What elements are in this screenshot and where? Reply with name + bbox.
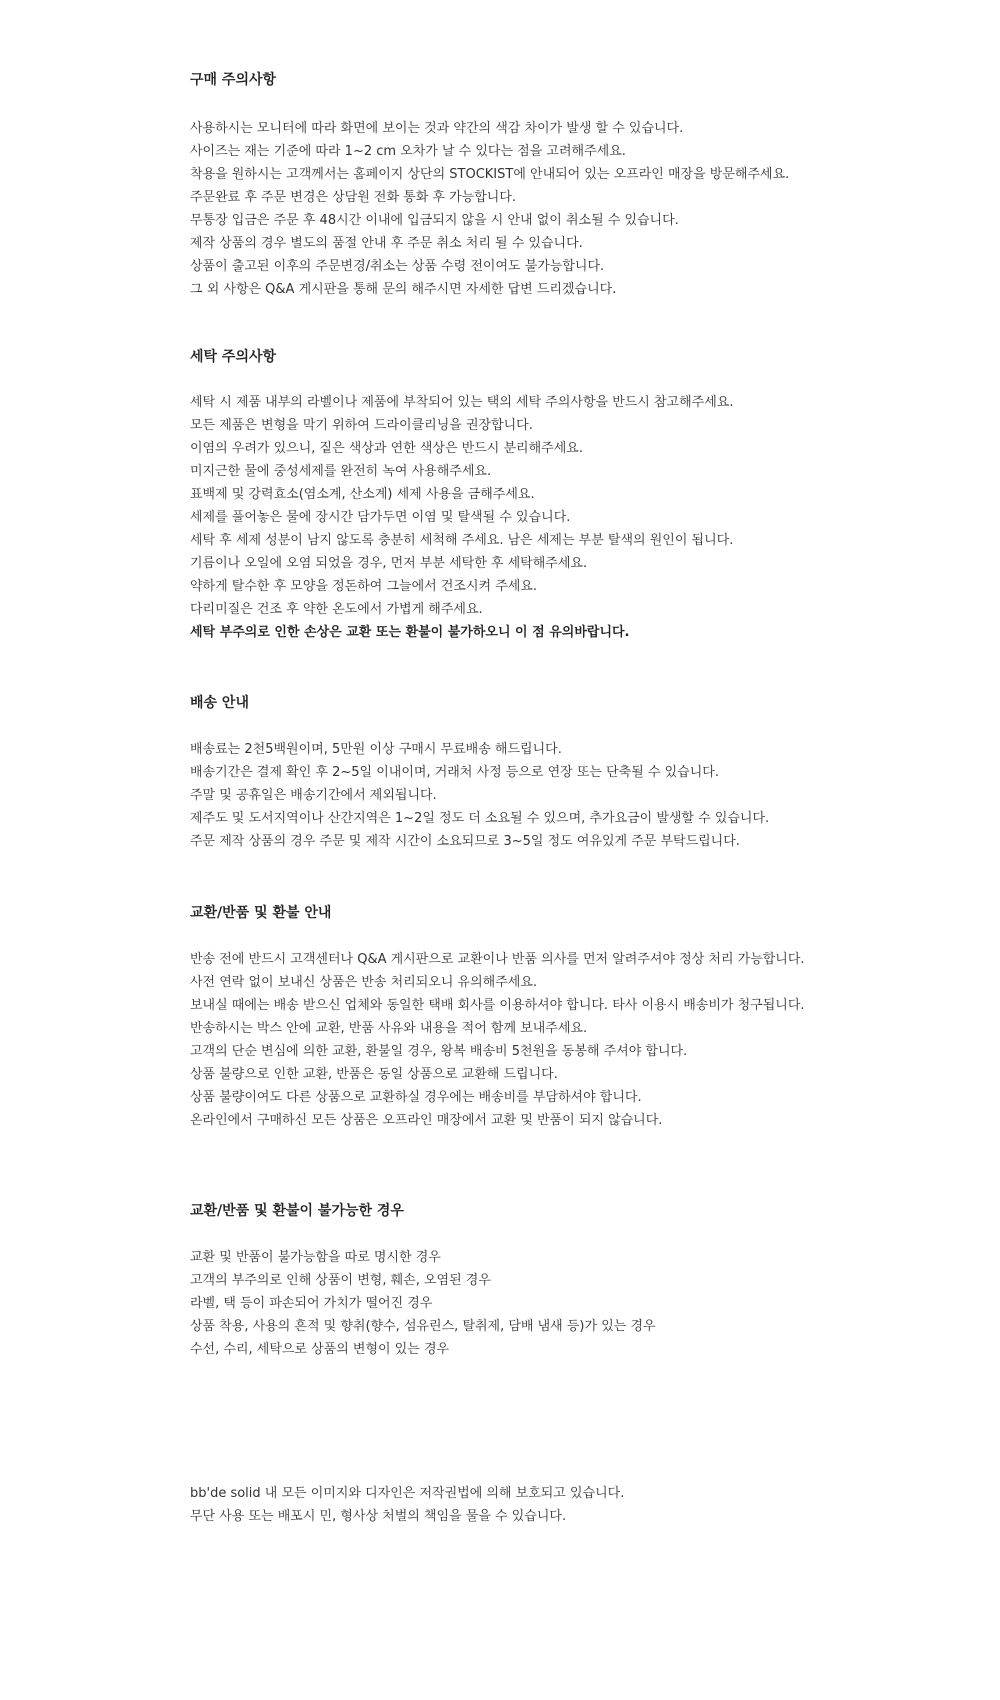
purchase-notice-section: [190, 70, 990, 297]
notice-line: 모든 제품은 변형을 막기 위하여 드라이클리닝을 권장합니다.: [190, 418, 533, 433]
notice-line: 고객의 단순 변심에 의한 교환, 환불일 경우, 왕복 배송비 5천원을 동봉해 주셔야 합니다.: [190, 1044, 688, 1059]
notice-line: 표백제 및 강력효소(염소계, 산소계) 세제 사용을 금해주세요.: [190, 487, 535, 502]
notice-line: 상품 착용, 사용의 흔적 및 향취(향수, 섬유린스, 탈취제, 담배 냄새 등)가 있는 경우: [190, 1319, 656, 1334]
notice-line: 수선, 수리, 세탁으로 상품의 변형이 있는 경우: [190, 1342, 450, 1357]
notice-line: 상품이 출고된 이후의 주문변경/취소는 상품 수령 전이여도 불가능합니다.: [190, 259, 605, 274]
notice-line: 반송 전에 반드시 고객센터나 Q&A 게시판으로 교환이나 반품 의사를 먼저 알려주셔야 정상 처리 가능합니다.: [190, 952, 805, 967]
notice-list: [190, 391, 990, 644]
notice-line: 배송기간은 결제 확인 후 2~5일 이내이며, 거래처 사정 등으로 연장 또는 단축될 수 있습니다.: [190, 765, 719, 780]
notice-line: 사용하시는 모니터에 따라 화면에 보이는 것과 약간의 색감 차이가 발생 할 수 있습니다.: [190, 121, 684, 136]
notice-line: 상품 불량이여도 다른 상품으로 교환하실 경우에는 배송비를 부담하셔야 합니다.: [190, 1090, 642, 1105]
notice-line: 교환 및 반품이 불가능함을 따로 명시한 경우: [190, 1250, 441, 1265]
notice-line: 사전 연락 없이 보내신 상품은 반송 처리되오니 유의해주세요.: [190, 975, 538, 990]
notice-line: 미지근한 물에 중성세제를 완전히 녹여 사용해주세요.: [190, 464, 492, 479]
notice-line: 상품 불량으로 인한 교환, 반품은 동일 상품으로 교환해 드립니다.: [190, 1067, 558, 1082]
notice-line: 그 외 사항은 Q&A 게시판을 통해 문의 해주시면 자세한 답변 드리겠습니다.: [190, 282, 617, 297]
non-refundable-section: [190, 1201, 990, 1357]
notice-line: 착용을 원하시는 고객께서는 홈페이지 상단의 STOCKIST에 안내되어 있는 오프라인 매장을 방문해주세요.: [190, 167, 790, 182]
washing-warning-line: 세탁 부주의로 인한 손상은 교환 또는 환불이 불가하오니 이 점 유의바랍니다.: [190, 625, 630, 640]
notice-line: 이염의 우려가 있으니, 짙은 색상과 연한 색상은 반드시 분리해주세요.: [190, 441, 583, 456]
copyright-list: [190, 1482, 990, 1528]
section-title: 세탁 주의사항: [190, 349, 277, 365]
exchange-refund-section: [190, 903, 990, 1128]
notice-line: 약하게 탈수한 후 모양을 정돈하여 그늘에서 건조시켜 주세요.: [190, 579, 538, 594]
notice-list: [190, 738, 990, 853]
notice-list: [190, 1246, 990, 1361]
notice-line: 고객의 부주의로 인해 상품이 변형, 훼손, 오염된 경우: [190, 1273, 491, 1288]
washing-notice-section: [190, 347, 990, 640]
notice-line: 기름이나 오일에 오염 되었을 경우, 먼저 부분 세탁한 후 세탁해주세요.: [190, 556, 588, 571]
notice-line: 제주도 및 도서지역이나 산간지역은 1~2일 정도 더 소요될 수 있으며, 추가요금이 발생할 수 있습니다.: [190, 811, 770, 826]
notice-line: 세제를 풀어놓은 물에 장시간 담가두면 이염 및 탈색될 수 있습니다.: [190, 510, 571, 525]
notice-line: 제작 상품의 경우 별도의 품절 안내 후 주문 취소 처리 될 수 있습니다.: [190, 236, 583, 251]
copyright-line: bb'de solid 내 모든 이미지와 디자인은 저작권법에 의해 보호되고 있습니다.: [190, 1486, 625, 1501]
notice-line: 반송하시는 박스 안에 교환, 반품 사유와 내용을 적어 함께 보내주세요.: [190, 1021, 588, 1036]
notice-line: 세탁 시 제품 내부의 라벨이나 제품에 부착되어 있는 택의 세탁 주의사항을 반드시 참고해주세요.: [190, 395, 734, 410]
notice-line: 사이즈는 재는 기준에 따라 1~2 cm 오차가 날 수 있다는 점을 고려해주세요.: [190, 144, 626, 159]
shipping-info-section: [190, 693, 990, 849]
notice-line: 다리미질은 건조 후 약한 온도에서 가볍게 해주세요.: [190, 602, 483, 617]
notice-list: [190, 948, 990, 1132]
section-title: 구매 주의사항: [190, 72, 277, 88]
notice-list: [190, 117, 990, 301]
notice-line: 주문 제작 상품의 경우 주문 및 제작 시간이 소요되므로 3~5일 정도 여유있게 주문 부탁드립니다.: [190, 834, 740, 849]
notice-line: 배송료는 2천5백원이며, 5만원 이상 구매시 무료배송 해드립니다.: [190, 742, 562, 757]
notice-line: 라벨, 택 등이 파손되어 가치가 떨어진 경우: [190, 1296, 433, 1311]
section-title: 배송 안내: [190, 695, 249, 711]
notice-line: 무통장 입금은 주문 후 48시간 이내에 입금되지 않을 시 안내 없이 취소될 수 있습니다.: [190, 213, 679, 228]
section-title: 교환/반품 및 환불이 불가능한 경우: [190, 1203, 404, 1219]
notice-line: 보내실 때에는 배송 받으신 업체와 동일한 택배 회사를 이용하셔야 합니다. 타사 이용시 배송비가 청구됩니다.: [190, 998, 805, 1013]
notice-line: 세탁 후 세제 성분이 남지 않도록 충분히 세척해 주세요. 남은 세제는 부분 탈색의 원인이 됩니다.: [190, 533, 734, 548]
section-title: 교환/반품 및 환불 안내: [190, 905, 332, 921]
copyright-line: 무단 사용 또는 배포시 민, 형사상 처벌의 책임을 물을 수 있습니다.: [190, 1509, 567, 1524]
notice-line: 주문완료 후 주문 변경은 상담원 전화 통화 후 가능합니다.: [190, 190, 517, 205]
notice-line: 온라인에서 구매하신 모든 상품은 오프라인 매장에서 교환 및 반품이 되지 않습니다.: [190, 1113, 663, 1128]
notice-line: 주말 및 공휴일은 배송기간에서 제외됩니다.: [190, 788, 437, 803]
